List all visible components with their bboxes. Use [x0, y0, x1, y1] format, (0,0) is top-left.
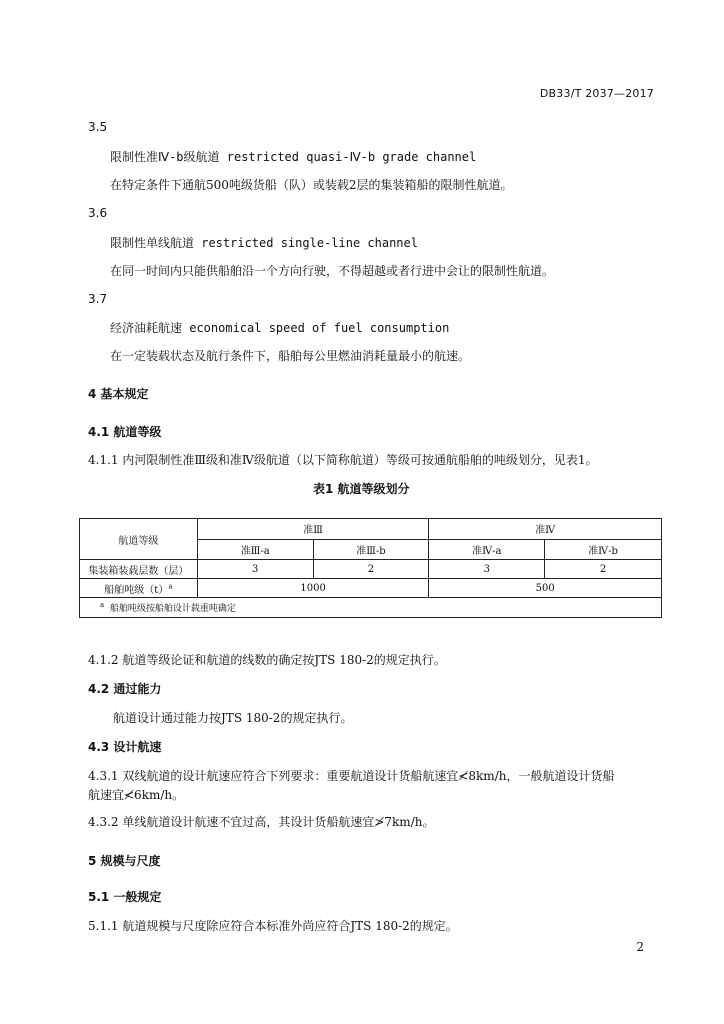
chapter-heading: 5 规模与尺度 — [88, 854, 161, 868]
row-label: 集装箱装载层数（层） — [80, 560, 198, 579]
term-title: 限制性单线航道 restricted single-line channel — [110, 236, 418, 250]
table-note — [80, 598, 662, 618]
paragraph-continuation: 航速宜≮6km/h。 — [88, 788, 185, 802]
table-cell: 500 — [429, 579, 662, 598]
section-heading: 4.2 通过能力 — [88, 682, 162, 696]
table-cell: 1000 — [197, 579, 429, 598]
table-group-header: 准Ⅲ — [197, 519, 429, 540]
row-label-text: 船舶吨级（t） — [104, 584, 169, 596]
row-label — [80, 579, 198, 598]
paragraph: 5.1.1 航道规模与尺度除应符合本标准外尚应符合JTS 180-2的规定。 — [88, 919, 458, 933]
table-row — [80, 560, 662, 579]
table-corner-header: 航道等级 — [80, 519, 198, 560]
paragraph: 4.3.1 双线航道的设计航速应符合下列要求：重要航道设计货船航速宜≮8km/h，一般航道设计货船 — [88, 769, 615, 783]
table-sub-header: 准Ⅲ-b — [313, 539, 429, 560]
table-title: 表1 航道等级划分 — [313, 482, 410, 496]
standard-number: DB33/T 2037—2017 — [539, 87, 654, 100]
term-definition: 在特定条件下通航500吨级货船（队）或装载2层的集装箱船的限制性航道。 — [110, 178, 513, 192]
paragraph: 航道设计通过能力按JTS 180-2的规定执行。 — [113, 711, 353, 725]
footnote-marker: a — [168, 582, 173, 591]
section-heading: 5.1 一般规定 — [88, 890, 162, 904]
table-sub-header: 准Ⅳ-b — [545, 539, 662, 560]
footnote-marker: a — [100, 601, 105, 609]
table-group-header: 准Ⅳ — [429, 519, 662, 540]
section-heading: 4.3 设计航速 — [88, 740, 162, 754]
clause-number: 3.7 — [88, 292, 108, 306]
term-title: 经济油耗航速 economical speed of fuel consumption — [110, 321, 450, 335]
channel-grade-table — [79, 518, 662, 618]
paragraph: 4.1.1 内河限制性准Ⅲ级和准Ⅳ级航道（以下简称航道）等级可按通航船舶的吨级划分，见表1。 — [88, 453, 598, 467]
term-definition: 在一定装载状态及航行条件下，船舶每公里燃油消耗量最小的航速。 — [110, 349, 471, 363]
term-definition: 在同一时间内只能供船舶沿一个方向行驶，不得超越或者行进中会让的限制性航道。 — [110, 264, 555, 278]
table-cell: 3 — [429, 560, 545, 579]
table-cell: 2 — [313, 560, 429, 579]
paragraph: 4.3.2 单线航道设计航速不宜过高，其设计货船航速宜≯7km/h。 — [88, 815, 435, 829]
table-sub-header: 准Ⅳ-a — [429, 539, 545, 560]
term-title: 限制性准Ⅳ-b级航道 restricted quasi-Ⅳ-b grade channel — [110, 150, 477, 164]
table-note-text: 船舶吨级按船舶设计载重吨确定 — [109, 604, 236, 614]
clause-number: 3.5 — [88, 120, 108, 134]
paragraph: 4.1.2 航道等级论证和航道的线数的确定按JTS 180-2的规定执行。 — [88, 653, 446, 667]
page-number: 2 — [636, 940, 644, 954]
table-sub-header: 准Ⅲ-a — [197, 539, 313, 560]
table-cell: 3 — [197, 560, 313, 579]
section-heading: 4.1 航道等级 — [88, 425, 162, 439]
clause-number: 3.6 — [88, 206, 108, 220]
table-row — [80, 579, 662, 598]
chapter-heading: 4 基本规定 — [88, 387, 149, 401]
table-cell: 2 — [545, 560, 662, 579]
